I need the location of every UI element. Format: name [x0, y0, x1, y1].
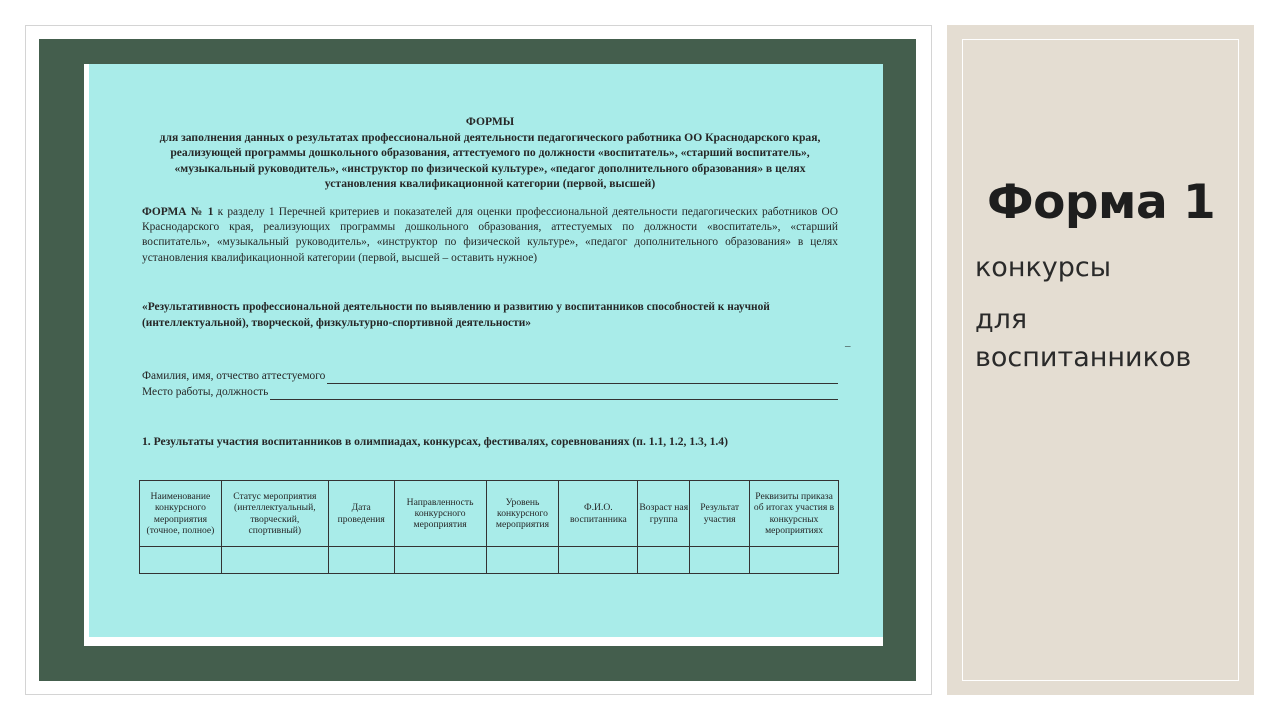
- table-cell: [394, 547, 486, 574]
- table-header: Наименование конкурсного мероприятия (точное, полное): [140, 481, 222, 547]
- table-cell: [328, 547, 394, 574]
- table-header: Уровень конкурсного мероприятия: [486, 481, 559, 547]
- document-subheading: для заполнения данных о результатах профессиональной деятельности педагогического работника ОО Краснодарского края, реализующей программы дошкольного образования, аттестуемого по должности «воспитатель», «старший воспитатель», «музыкальный руководитель», «инструктор по физической культуре», «педагог дополнительного образования» в целях установления квалификационной категории (первой, высшей): [159, 131, 821, 190]
- document-heading: ФОРМЫ: [465, 115, 515, 128]
- table-cell: [140, 547, 222, 574]
- table-header: Дата проведения: [328, 481, 394, 547]
- margin-dash: –: [845, 340, 851, 352]
- slide-title: Форма 1: [987, 175, 1216, 230]
- table-cell: [486, 547, 559, 574]
- document-text: [142, 114, 838, 449]
- section-title: 1. Результаты участия воспитанников в олимпиадах, конкурсах, фестивалях, соревнованиях (п. 1.1, 1.2, 1.3, 1.4): [142, 434, 728, 448]
- sidebar-panel: [947, 25, 1254, 695]
- work-field-label: Место работы, должность: [142, 385, 269, 398]
- table-header: Реквизиты приказа об итогах участия в конкурсных мероприятиях: [750, 481, 839, 547]
- work-field: [142, 384, 838, 400]
- table-header: Результат участия: [690, 481, 750, 547]
- form-text: к разделу 1 Перечней критериев и показателей для оценки профессиональной деятельности педагогических работников ОО Краснодарского края, реализующих программы дошкольного образования, аттестуемых по должности «воспитатель», «старший воспитатель», «музыкальный руководитель», «инструктор по физической культуре», «педагог дополнительного образования» в целях установления квалификационной категории (первой, высшей – оставить нужное): [142, 206, 838, 264]
- name-field-label: Фамилия, имя, отчество аттестуемого: [142, 369, 326, 382]
- name-field-line: [327, 372, 838, 384]
- table-header: Ф.И.О. воспитанника: [559, 481, 638, 547]
- subtitle-line-contests: конкурсы: [975, 252, 1112, 283]
- slide-subtitle: [975, 249, 1191, 377]
- form-label: ФОРМА № 1: [142, 206, 214, 219]
- form-fields: [142, 368, 838, 400]
- table-header: Статус мероприятия (интеллектуальный, творческий, спортивный): [221, 481, 328, 547]
- document-title: [142, 114, 838, 191]
- results-table: [139, 480, 839, 574]
- table-cell: [690, 547, 750, 574]
- form-topic: «Результативность профессиональной деятельности по выявлению и развитию у воспитанников способностей к научной (интеллектуальной), творческой, физкультурно-спортивной деятельности»: [142, 300, 770, 330]
- table-header: Возраст ная группа: [638, 481, 690, 547]
- table-header-row: [140, 481, 839, 547]
- work-field-line: [270, 388, 838, 400]
- subtitle-line-for: для: [975, 304, 1028, 335]
- table-header: Направленность конкурсного мероприятия: [394, 481, 486, 547]
- table-cell: [559, 547, 638, 574]
- name-field: [142, 368, 838, 384]
- subtitle-line-pupils: воспитанников: [975, 342, 1192, 373]
- form-description: [142, 205, 838, 266]
- table-row: [140, 547, 839, 574]
- table-cell: [221, 547, 328, 574]
- table-cell: [638, 547, 690, 574]
- table-cell: [750, 547, 839, 574]
